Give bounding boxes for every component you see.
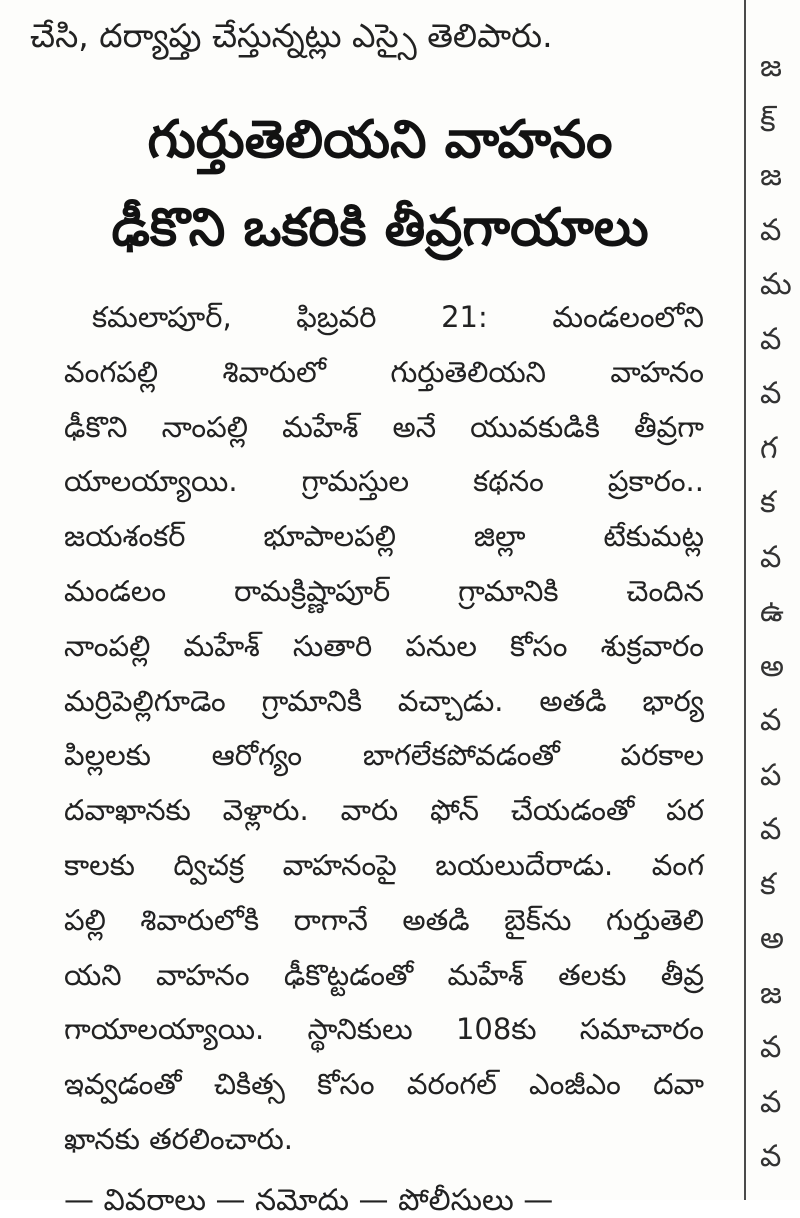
side-glyph: క <box>760 866 776 902</box>
side-glyph: అ <box>760 648 784 684</box>
body-line: దవాఖానకు వెళ్లారు. వారు ఫోన్ చేయడంతో పర <box>64 793 704 828</box>
next-article-top-edge: — వివరాలు — నమోదు — పోలీసులు — <box>64 1183 554 1218</box>
side-glyph: వ <box>760 376 782 411</box>
side-glyph: వ <box>760 1139 782 1174</box>
body-line: మర్రిపెల్లిగూడెం గ్రామానికి వచ్చాడు. అతడి భార్య <box>64 683 704 718</box>
body-line: గాయాలయ్యాయి. స్థానికులు 108కు సమాచారం <box>64 1012 704 1047</box>
side-glyph: వ <box>760 1030 782 1065</box>
side-glyph: వ <box>760 539 782 575</box>
body-line: పిల్లలకు ఆరోగ్యం బాగలేకపోవడంతో పరకాల <box>64 738 704 773</box>
side-glyph: క <box>760 485 776 520</box>
body-line: యాలయ్యాయి. గ్రామస్తుల కథనం ప్రకారం.. <box>64 464 704 499</box>
side-glyph: జ <box>760 158 782 193</box>
side-glyph: వ <box>760 703 782 738</box>
side-glyph: జ <box>760 49 782 84</box>
body-line: వంగపల్లి శివారులో గుర్తుతెలియని వాహనం <box>64 354 704 389</box>
headline-line-2: ఢీకొని ఒకరికి తీవ్రగాయాలు <box>111 198 649 258</box>
previous-article-tail: చేసి, దర్యాప్తు చేస్తున్నట్లు ఎస్సై తెలిపారు. <box>30 16 553 55</box>
side-glyph: గ <box>760 430 778 466</box>
side-glyph: మ <box>760 267 792 302</box>
article-body <box>64 290 704 1167</box>
side-glyph: అ <box>760 921 784 956</box>
adjacent-column-fragment <box>760 40 800 1200</box>
body-line: జయశంకర్ భూపాలపల్లి జిల్లా టేకుమట్ల <box>64 519 704 554</box>
side-glyph: క్ <box>760 103 776 139</box>
side-glyph: ప <box>760 757 782 793</box>
body-line: కాలకు ద్విచక్ర వాహనంపై బయలుదేరాడు. వంగ <box>64 847 704 882</box>
column-divider <box>744 0 746 1200</box>
body-line: ఖానకు తరలించారు. <box>64 1121 294 1156</box>
side-glyph: వ <box>760 812 782 847</box>
headline-line-1: గుర్తుతెలియని వాహనం <box>147 110 613 170</box>
article-headline <box>20 96 740 272</box>
side-glyph: జ <box>760 975 782 1011</box>
next-article-fragment <box>64 1183 704 1218</box>
side-glyph: వ <box>760 212 782 248</box>
side-glyph: వ <box>760 321 782 357</box>
body-line: కమలాపూర్, ఫిబ్రవరి 21: మండలంలోని <box>92 300 704 334</box>
body-line: ఇవ్వడంతో చికిత్స కోసం వరంగల్ ఎంజీఎం దవా <box>64 1067 704 1102</box>
body-line: యని వాహనం ఢీకొట్టడంతో మహేశ్ తలకు తీవ్ర <box>64 957 704 992</box>
side-glyph: వ <box>760 1084 782 1120</box>
side-glyph: ఉ <box>760 594 784 629</box>
body-line: పల్లి శివారులోకి రాగానే అతడి బైక్‌ను గుర్తుతెలి <box>64 902 704 937</box>
body-line: ఢీకొని నాంపల్లి మహేశ్ అనే యువకుడికి తీవ్రగా <box>64 409 704 444</box>
body-line: నాంపల్లి మహేశ్ సుతారి పనుల కోసం శుక్రవారం <box>64 628 704 663</box>
body-line: మండలం రామక్రిష్ణాపూర్ గ్రామానికి చెందిన <box>64 573 704 608</box>
